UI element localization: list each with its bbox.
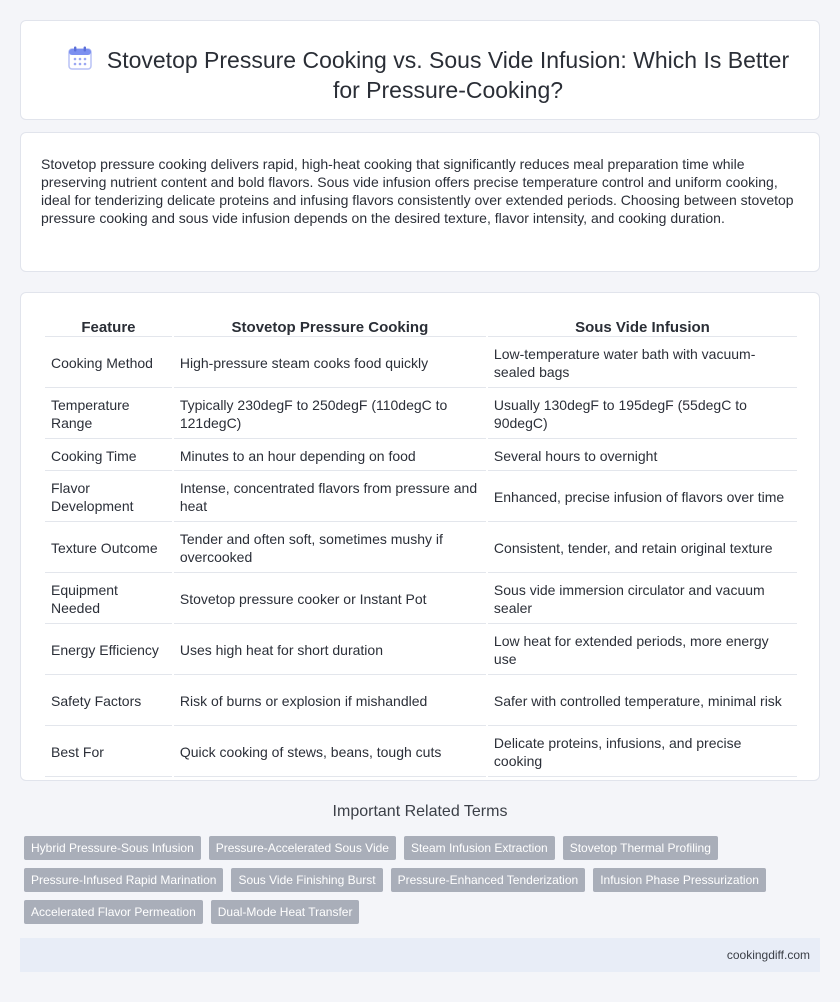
intro-paragraph: Stovetop pressure cooking delivers rapid, high-heat cooking that significantly reduces meal preparation time while preserving nutrient content and bold flavors. Sous vide infusion offers precise temperature control and uniform cooking, ideal for tenderizing delicate proteins and infusing flavors consistently over extended periods. Choosing between stovetop pressure cooking and sous vide infusion depends on the desired texture, flavor intensity, and cooking duration. (41, 156, 794, 226)
table-row (45, 677, 797, 726)
sous-vide-cell: Safer with controlled temperature, minimal risk (488, 677, 797, 726)
table-row (45, 390, 797, 439)
feature-cell: Cooking Time (45, 441, 172, 471)
sous-vide-cell: Low-temperature water bath with vacuum-sealed bags (488, 339, 797, 388)
stovetop-cell: Tender and often soft, sometimes mushy if overcooked (174, 524, 486, 573)
table-row (45, 524, 797, 573)
stovetop-cell: Minutes to an hour depending on food (174, 441, 486, 471)
intro-card (20, 132, 820, 272)
related-term-tag[interactable]: Stovetop Thermal Profiling (563, 836, 718, 860)
feature-cell: Cooking Method (45, 339, 172, 388)
header-sous-vide: Sous Vide Infusion (488, 317, 797, 337)
stovetop-cell: High-pressure steam cooks food quickly (174, 339, 486, 388)
sous-vide-cell: Several hours to overnight (488, 441, 797, 471)
related-terms-list (24, 836, 804, 932)
sous-vide-cell: Low heat for extended periods, more energy use (488, 626, 797, 675)
feature-cell: Energy Efficiency (45, 626, 172, 675)
footer-site-link[interactable]: cookingdiff.com (726, 948, 810, 962)
related-term-tag[interactable]: Pressure-Infused Rapid Marination (24, 868, 223, 892)
feature-cell: Temperature Range (45, 390, 172, 439)
related-term-tag[interactable]: Dual-Mode Heat Transfer (211, 900, 360, 924)
stovetop-cell: Intense, concentrated flavors from pressure and heat (174, 473, 486, 522)
related-term-tag[interactable]: Accelerated Flavor Permeation (24, 900, 203, 924)
related-term-tag[interactable]: Pressure-Enhanced Tenderization (391, 868, 586, 892)
feature-cell: Safety Factors (45, 677, 172, 726)
stovetop-cell: Typically 230degF to 250degF (110degC to 121degC) (174, 390, 486, 439)
comparison-table (43, 315, 799, 779)
footer (20, 938, 820, 972)
header-stovetop: Stovetop Pressure Cooking (174, 317, 486, 337)
related-terms-heading: Important Related Terms (332, 803, 508, 820)
header-feature: Feature (45, 317, 172, 337)
sous-vide-cell: Consistent, tender, and retain original texture (488, 524, 797, 573)
sous-vide-cell: Usually 130degF to 195degF (55degC to 90degC) (488, 390, 797, 439)
feature-cell: Flavor Development (45, 473, 172, 522)
table-row (45, 728, 797, 777)
related-term-tag[interactable]: Steam Infusion Extraction (404, 836, 555, 860)
related-term-tag[interactable]: Pressure-Accelerated Sous Vide (209, 836, 396, 860)
comparison-table-card (20, 292, 820, 781)
stovetop-cell: Quick cooking of stews, beans, tough cuts (174, 728, 486, 777)
stovetop-cell: Stovetop pressure cooker or Instant Pot (174, 575, 486, 624)
sous-vide-cell: Delicate proteins, infusions, and precise cooking (488, 728, 797, 777)
stovetop-cell: Risk of burns or explosion if mishandled (174, 677, 486, 726)
table-header-row (45, 317, 797, 337)
feature-cell: Texture Outcome (45, 524, 172, 573)
title-card (20, 20, 820, 120)
table-row (45, 626, 797, 675)
stovetop-cell: Uses high heat for short duration (174, 626, 486, 675)
table-row (45, 473, 797, 522)
feature-cell: Equipment Needed (45, 575, 172, 624)
calendar-icon (67, 45, 93, 71)
page-title: Stovetop Pressure Cooking vs. Sous Vide Infusion: Which Is Better for Pressure-Cooking? (106, 47, 790, 103)
related-term-tag[interactable]: Infusion Phase Pressurization (593, 868, 766, 892)
related-term-tag[interactable]: Sous Vide Finishing Burst (231, 868, 382, 892)
table-row (45, 575, 797, 624)
table-row (45, 339, 797, 388)
related-term-tag[interactable]: Hybrid Pressure-Sous Infusion (24, 836, 201, 860)
table-row (45, 441, 797, 471)
sous-vide-cell: Sous vide immersion circulator and vacuum sealer (488, 575, 797, 624)
feature-cell: Best For (45, 728, 172, 777)
sous-vide-cell: Enhanced, precise infusion of flavors over time (488, 473, 797, 522)
